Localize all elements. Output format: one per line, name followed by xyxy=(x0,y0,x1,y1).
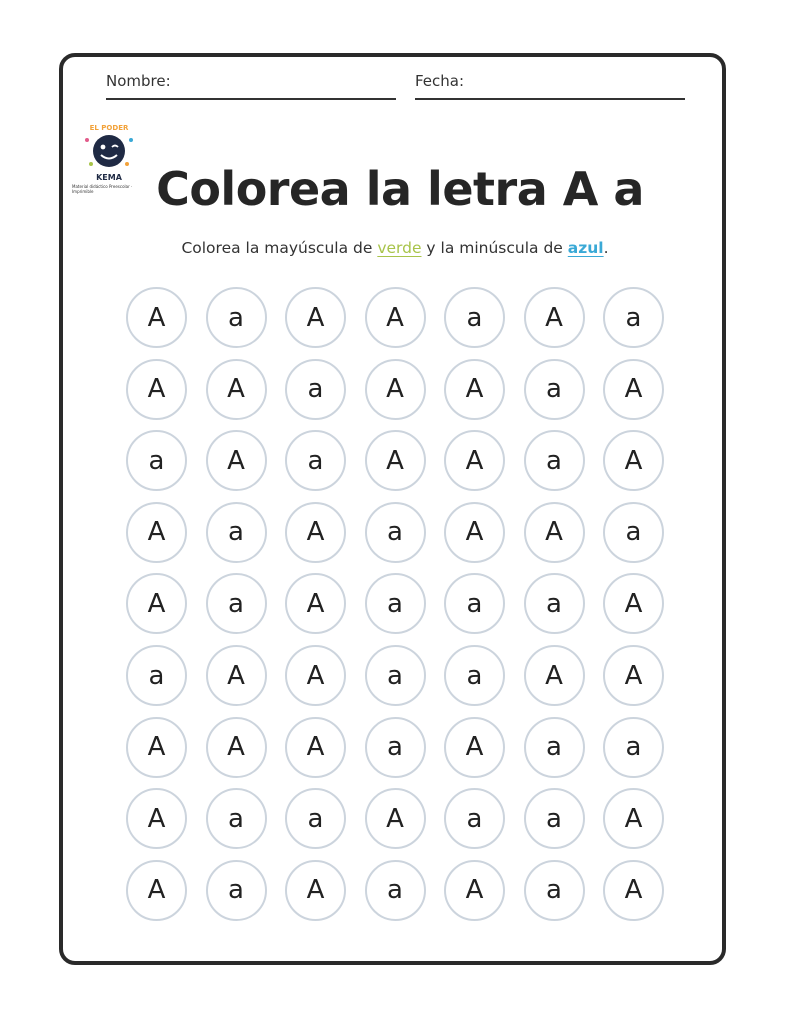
letter-circle[interactable]: a xyxy=(444,287,505,348)
letter-circle[interactable]: a xyxy=(444,573,505,634)
letter-circle[interactable]: a xyxy=(365,717,426,778)
letter-circle[interactable]: A xyxy=(365,788,426,849)
letter-circle[interactable]: A xyxy=(365,359,426,420)
letter-circle[interactable]: A xyxy=(126,717,187,778)
date-label: Fecha: xyxy=(415,72,465,90)
letter-circle[interactable]: A xyxy=(206,645,267,706)
letter-circle[interactable]: a xyxy=(524,860,585,921)
letter-circle[interactable]: a xyxy=(603,717,664,778)
letter-circle[interactable]: a xyxy=(206,860,267,921)
logo-fine-print: Material didáctico Preescolar · Imprimible xyxy=(72,184,133,194)
letter-circle[interactable]: a xyxy=(603,502,664,563)
letter-circle[interactable]: A xyxy=(603,359,664,420)
instructions-text-after: . xyxy=(603,239,609,257)
page-title: Colorea la letra A a xyxy=(156,162,644,216)
letter-circle[interactable]: a xyxy=(285,430,346,491)
letter-circle[interactable]: A xyxy=(603,430,664,491)
letter-circle[interactable]: A xyxy=(603,645,664,706)
instructions-green-word: verde xyxy=(377,239,422,257)
letter-circle[interactable]: A xyxy=(285,717,346,778)
letter-circle[interactable]: A xyxy=(206,430,267,491)
name-label: Nombre: xyxy=(106,72,171,90)
letter-circle[interactable]: A xyxy=(126,359,187,420)
letter-circle[interactable]: A xyxy=(126,860,187,921)
letter-circle[interactable]: a xyxy=(365,860,426,921)
letter-circle[interactable]: A xyxy=(126,502,187,563)
letter-circle[interactable]: a xyxy=(524,788,585,849)
letter-circle[interactable]: a xyxy=(206,502,267,563)
letter-circle-grid xyxy=(126,287,666,927)
letter-circle[interactable]: a xyxy=(524,359,585,420)
letter-circle[interactable]: A xyxy=(444,359,505,420)
letter-circle[interactable]: a xyxy=(206,788,267,849)
instructions-text-middle: y la minúscula de xyxy=(421,239,568,257)
letter-circle[interactable]: a xyxy=(285,788,346,849)
letter-circle[interactable]: A xyxy=(126,287,187,348)
letter-circle[interactable]: A xyxy=(603,573,664,634)
instructions xyxy=(80,239,710,257)
letter-circle[interactable]: A xyxy=(285,645,346,706)
svg-text:KEMA: KEMA xyxy=(96,173,122,182)
letter-circle[interactable]: A xyxy=(285,573,346,634)
instructions-blue-word: azul xyxy=(567,239,604,257)
name-field[interactable] xyxy=(106,70,396,100)
letter-circle[interactable]: a xyxy=(126,645,187,706)
letter-circle[interactable]: A xyxy=(524,645,585,706)
letter-circle[interactable]: A xyxy=(285,860,346,921)
letter-circle[interactable]: a xyxy=(126,430,187,491)
letter-circle[interactable]: a xyxy=(365,645,426,706)
letter-circle[interactable]: A xyxy=(524,287,585,348)
letter-circle[interactable]: A xyxy=(126,573,187,634)
letter-circle[interactable]: a xyxy=(524,430,585,491)
letter-circle[interactable]: A xyxy=(444,430,505,491)
letter-circle[interactable]: A xyxy=(444,717,505,778)
letter-circle[interactable]: A xyxy=(444,502,505,563)
date-field[interactable] xyxy=(415,70,685,100)
letter-circle[interactable]: A xyxy=(365,430,426,491)
letter-circle[interactable]: a xyxy=(444,788,505,849)
letter-circle[interactable]: A xyxy=(206,359,267,420)
letter-circle[interactable]: a xyxy=(524,717,585,778)
svg-text:EL PODER: EL PODER xyxy=(89,124,129,132)
letter-circle[interactable]: A xyxy=(206,717,267,778)
letter-circle[interactable]: a xyxy=(206,573,267,634)
letter-circle[interactable]: a xyxy=(365,573,426,634)
letter-circle[interactable]: a xyxy=(206,287,267,348)
letter-circle[interactable]: A xyxy=(603,860,664,921)
letter-circle[interactable]: A xyxy=(524,502,585,563)
letter-circle[interactable]: a xyxy=(285,359,346,420)
letter-circle[interactable]: a xyxy=(365,502,426,563)
letter-circle[interactable]: a xyxy=(444,645,505,706)
letter-circle[interactable]: A xyxy=(285,502,346,563)
letter-circle[interactable]: A xyxy=(285,287,346,348)
letter-circle[interactable]: a xyxy=(603,287,664,348)
letter-circle[interactable]: A xyxy=(365,287,426,348)
instructions-text-before: Colorea la mayúscula de xyxy=(181,239,378,257)
letter-circle[interactable]: a xyxy=(524,573,585,634)
letter-circle[interactable]: A xyxy=(444,860,505,921)
letter-circle[interactable]: A xyxy=(126,788,187,849)
letter-circle[interactable]: A xyxy=(603,788,664,849)
